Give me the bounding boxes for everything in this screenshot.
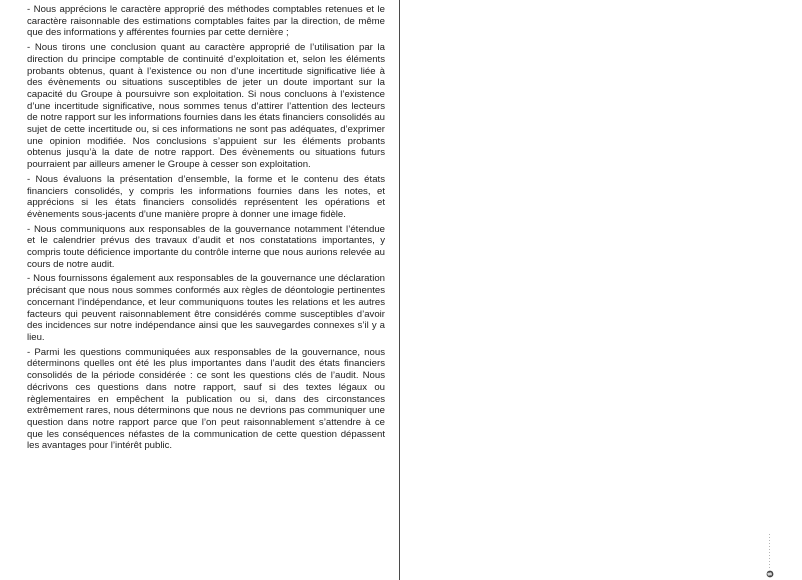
left-page bbox=[0, 0, 399, 580]
footer-vertical-text-marks bbox=[769, 534, 770, 568]
paragraph-presentation: - Nous évaluons la présentation d’ensemble, la forme et le contenu des états financiers consolidés, y compris les informations fournies dans les notes, et apprécions si les états financiers consolidés représentent les opérations et évènements sous-jacents d’une manière propre à donner une image fidèle. bbox=[27, 173, 385, 220]
footer-mark bbox=[766, 530, 774, 580]
paragraph-governance-communication: - Nous communiquons aux responsables de la gouvernance notamment l’étendue et le calendrier prévus des travaux d’audit et nos constatations importantes, y compris toute déficience importante du contrôle interne que nous aurions relevée au cours de notre audit. bbox=[27, 223, 385, 270]
paragraph-going-concern: - Nous tirons une conclusion quant au caractère approprié de l’utilisation par la direction du principe comptable de continuité d’exploitation et, selon les éléments probants obtenus, quant à l’existence ou non d’une incertitude significative liée à des évènements ou situations susceptibles de jeter un doute important sur la capacité du Groupe à poursuivre son exploitation. Si nous concluons à l’existence d’une incertitude significative, nous sommes tenus d’attirer l’attention des lecteurs de notre rapport sur les informations fournies dans les états financiers consolidés au sujet de cette incertitude ou, si ces informations ne sont pas adéquates, d’exprimer une opinion modifiée. Nos conclusions s’appuient sur les éléments probants obtenus jusqu’à la date de notre rapport. Des évènements ou situations futurs pourraient par ailleurs amener le Groupe à cesser son exploitation. bbox=[27, 42, 385, 171]
globe-logo-icon bbox=[766, 570, 774, 578]
paragraph-key-audit-matters: - Parmi les questions communiquées aux responsables de la gouvernance, nous déterminons quelles ont été les plus importantes dans l’audit des états financiers consolidés de la période considérée : ce sont les questions clés de l’audit. Nous décrivons ces questions dans notre rapport, sauf si des textes légaux ou règlementaires en empêchent la publication ou si, dans des circonstances extrêmement rares, nous déterminons que nous ne devrions pas communiquer une question dans notre rapport parce que l’on peut raisonnablement s’attendre à ce que les conséquences néfastes de la communication de cette question dépassent les avantages pour l’intérêt public. bbox=[27, 346, 385, 452]
paragraph-accounting-methods: - Nous apprécions le caractère approprié des méthodes comptables retenues et le caractère raisonnable des estimations comptables faites par la direction, de même que des informations y afférentes fournies par cette dernière ; bbox=[27, 4, 385, 39]
right-page bbox=[400, 0, 802, 580]
document-text-column bbox=[27, 4, 385, 455]
paragraph-independence: - Nous fournissons également aux responsables de la gouvernance une déclaration précisant que nous nous sommes conformés aux règles de déontologie pertinentes concernant l’indépendance, et leur communiquons toutes les relations et les autres facteurs qui peuvent raisonnablement être considérés comme susceptibles d’avoir des incidences sur notre indépendance ainsi que les sauvegardes connexes s’il y a lieu. bbox=[27, 273, 385, 343]
